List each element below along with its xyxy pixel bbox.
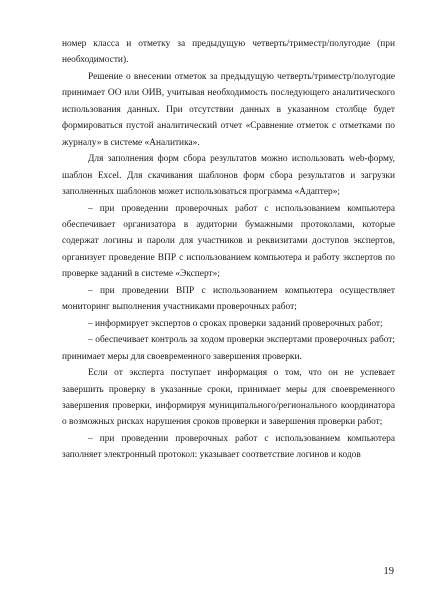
list-item-inform-experts: – информирует экспертов о сроках проверки заданий проверочных работ; (88, 318, 383, 329)
list-item-control-checking: – обеспечивает контроль за ходом проверки экспертами проверочных работ; принимает меры для своевременного завершения проверки. (62, 335, 395, 362)
page-number: 19 (383, 566, 394, 577)
paragraph-continuation: номер класса и отметку за предыдущую четверть/триместр/полугодие (при необходимости). (62, 39, 395, 66)
list-item-computer-protocols: – при проведении проверочных работ с использованием компьютера обеспечивает организатора в аудитории бумажными протоколами, которые содержат логины и пароли для участников и реквизитами доступов экспертов, организует проведение ВПР с использованием компьютера и работу экспертов по проверке заданий в системе «Эксперт»; (62, 203, 395, 280)
list-item-electronic-protocol: – при проведении проверочных работ с использованием компьютера заполняет электронный протокол: указывает соответствие логинов и кодов (62, 433, 395, 461)
body-text (62, 36, 395, 464)
list-item-monitoring: – при проведении ВПР с использованием компьютера осуществляет мониторинг выполнения участниками проверочных работ; (62, 285, 395, 313)
paragraph-forms-filling: Для заполнения форм сбора результатов можно использовать web-форму, шаблон Excel. Для скачивания шаблонов форм сбора результатов и загрузки заполненных шаблонов может использоваться программа «Адаптер»; (62, 154, 395, 198)
paragraph-expert-delay: Если от эксперта поступает информация о том, что он не успевает завершить проверку в указанные сроки, принимает меры для своевременного завершения проверки, информируя муниципального/регионального координатора о возможных рисках нарушения сроков проверки и завершения проверки работ; (62, 368, 395, 428)
paragraph-decision-on-marks: Решение о внесении отметок за предыдущую четверть/триместр/полугодие принимает ОО или ОИВ, учитывая необходимость последующего аналитического использования данных. При отсутствии данных в указанном столбце будет формироваться пустой аналитический отчет «Сравнение отметок с отметками по журналу» в системе «Аналитика». (62, 71, 395, 148)
